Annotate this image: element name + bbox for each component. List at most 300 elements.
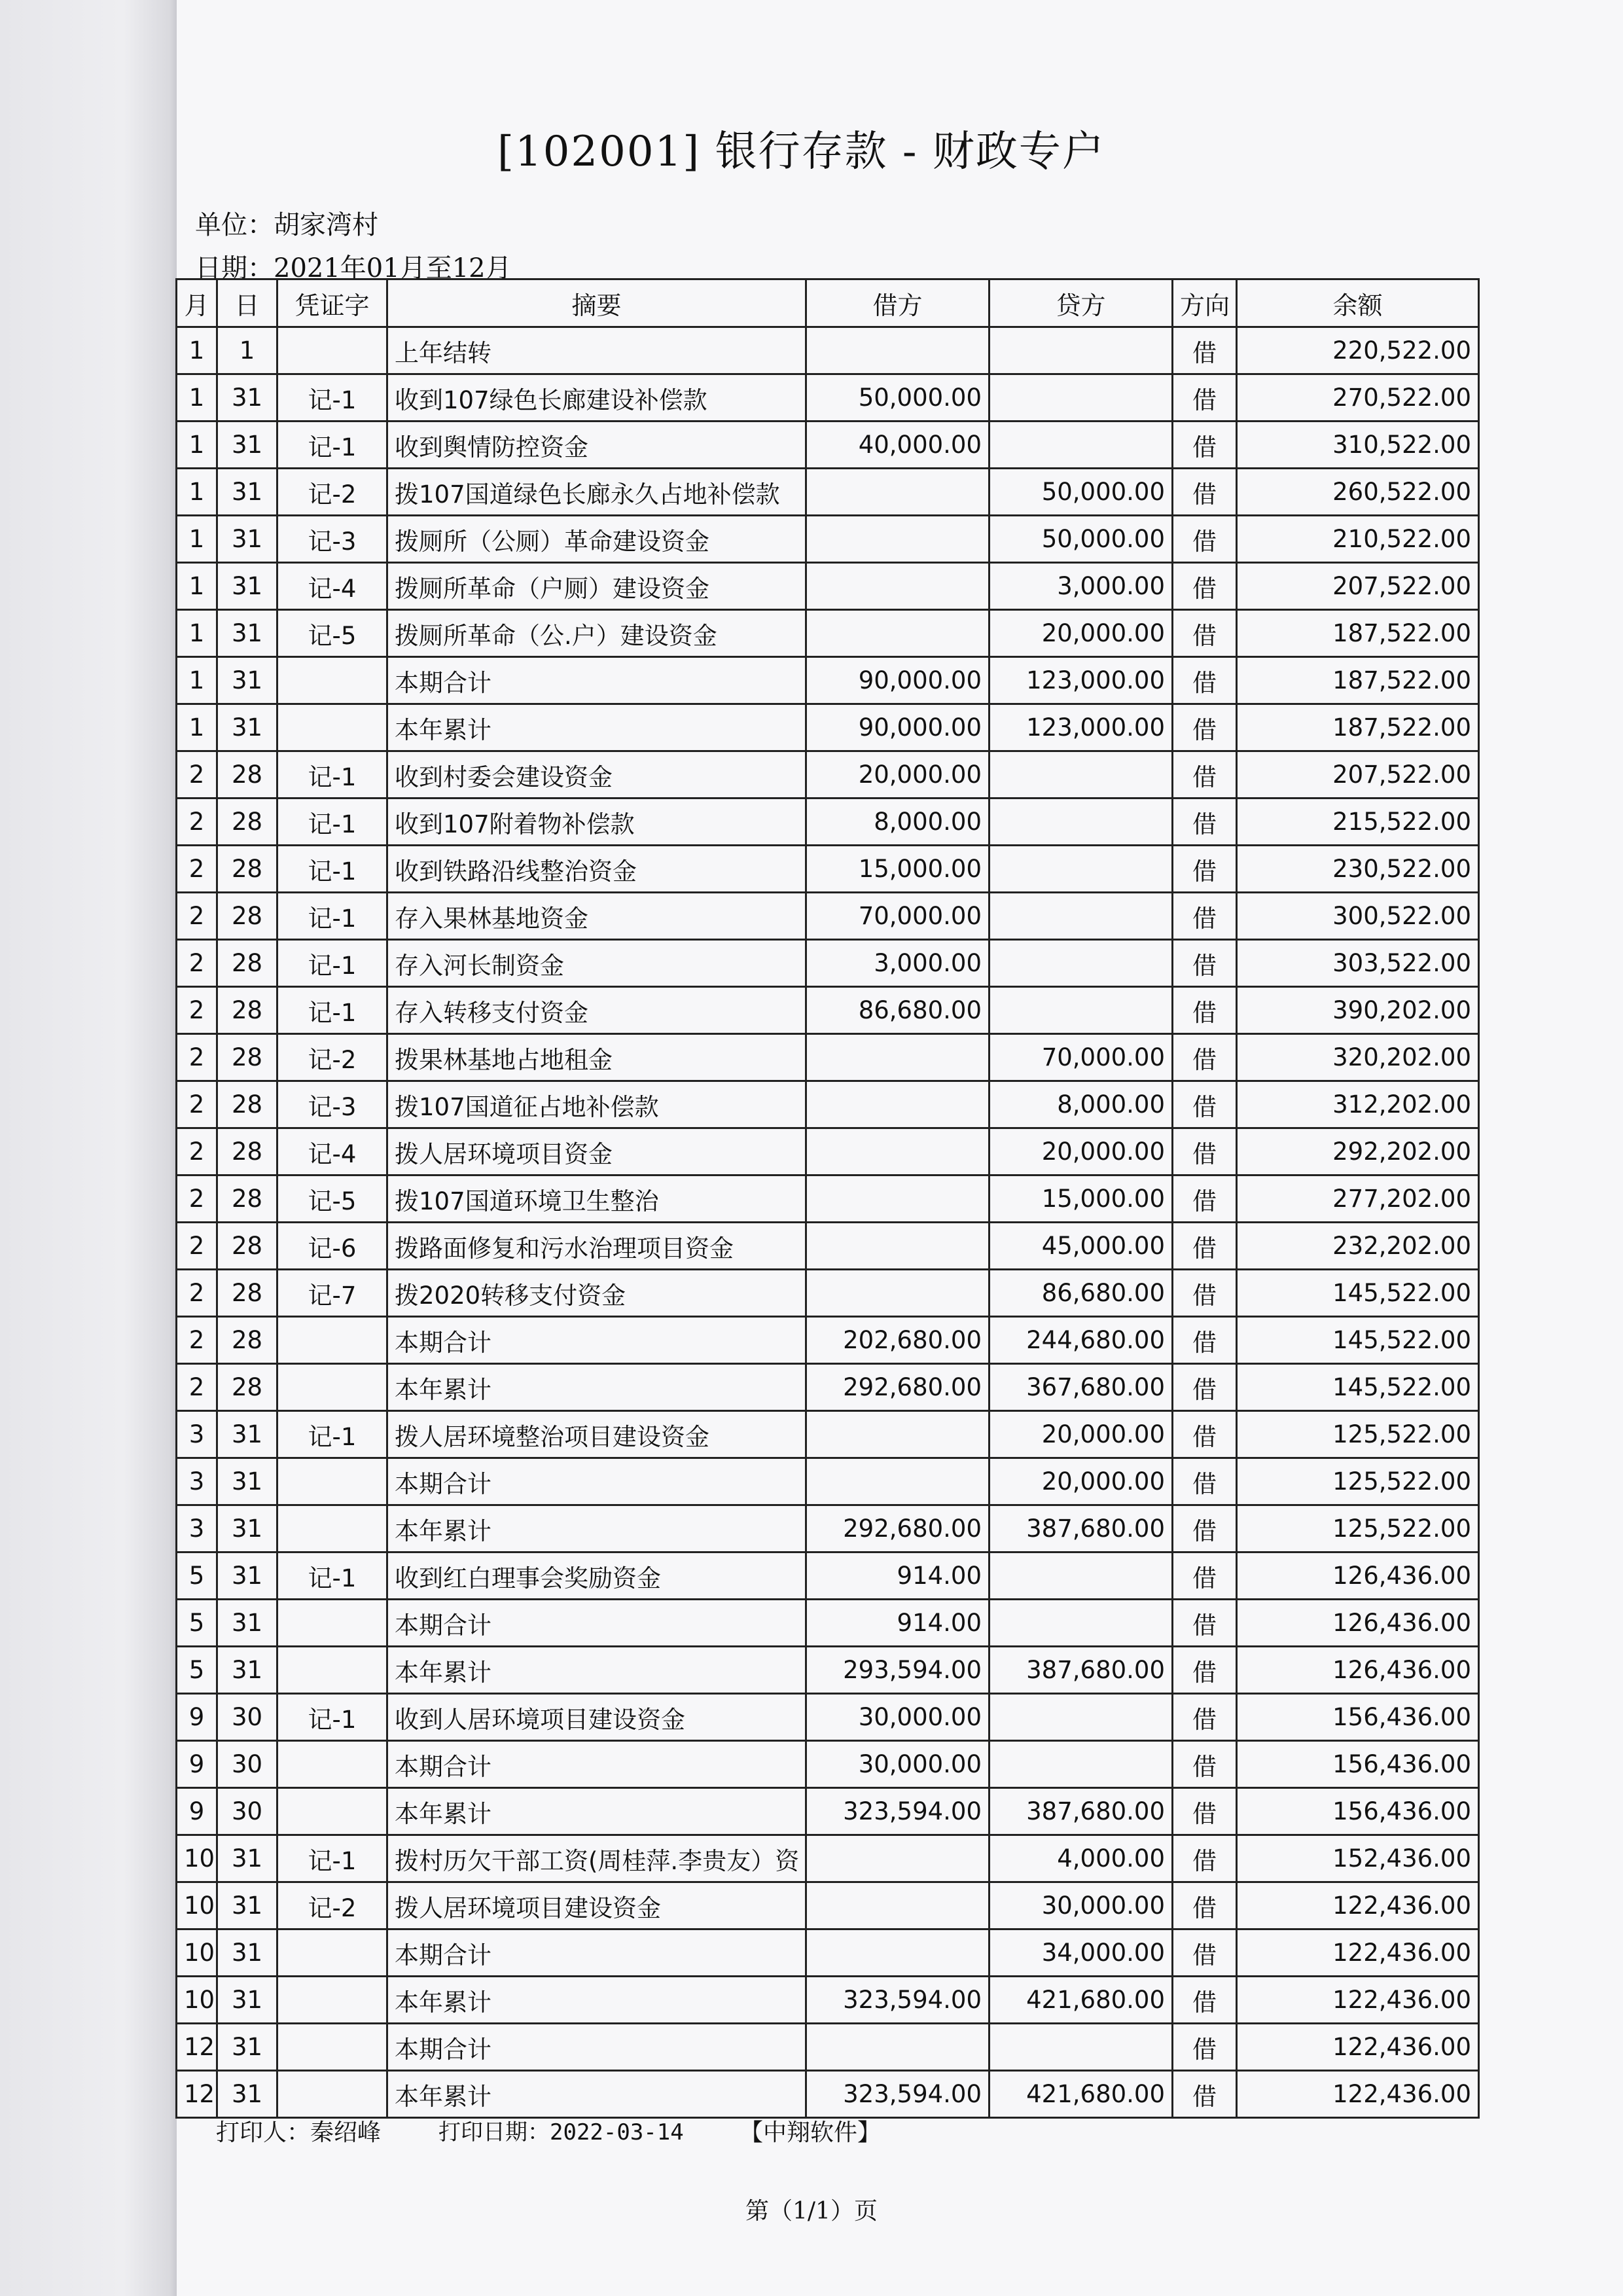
cell-credit: 15,000.00 — [990, 1175, 1173, 1223]
cell-credit: 50,000.00 — [990, 516, 1173, 563]
cell-balance: 122,436.00 — [1237, 2024, 1479, 2071]
cell-voucher — [277, 327, 387, 374]
cell-debit: 3,000.00 — [806, 940, 990, 987]
cell-balance: 187,522.00 — [1237, 657, 1479, 704]
cell-voucher: 记-1 — [277, 1694, 387, 1741]
table-row — [177, 1647, 1479, 1694]
cell-summary: 拨厕所（公厕）革命建设资金 — [387, 516, 806, 563]
ledger-body — [177, 327, 1479, 2118]
cell-direction: 借 — [1173, 1317, 1237, 1364]
cell-day: 28 — [217, 1223, 277, 1270]
cell-day: 28 — [217, 1270, 277, 1317]
cell-summary: 拨路面修复和污水治理项目资金 — [387, 1223, 806, 1270]
cell-credit: 123,000.00 — [990, 657, 1173, 704]
cell-balance: 300,522.00 — [1237, 893, 1479, 940]
cell-debit — [806, 1034, 990, 1081]
col-day-header: 日 — [217, 279, 277, 327]
cell-voucher: 记-5 — [277, 1175, 387, 1223]
cell-direction: 借 — [1173, 940, 1237, 987]
cell-balance: 187,522.00 — [1237, 610, 1479, 657]
table-row — [177, 374, 1479, 422]
cell-balance: 260,522.00 — [1237, 469, 1479, 516]
cell-direction: 借 — [1173, 1364, 1237, 1411]
cell-debit — [806, 1882, 990, 1929]
cell-summary: 拨人居环境项目建设资金 — [387, 1882, 806, 1929]
cell-debit: 30,000.00 — [806, 1741, 990, 1788]
cell-credit: 387,680.00 — [990, 1788, 1173, 1835]
cell-summary: 拨2020转移支付资金 — [387, 1270, 806, 1317]
cell-voucher — [277, 1364, 387, 1411]
cell-voucher — [277, 1505, 387, 1552]
cell-balance: 156,436.00 — [1237, 1694, 1479, 1741]
cell-summary: 本期合计 — [387, 657, 806, 704]
cell-summary: 存入转移支付资金 — [387, 987, 806, 1034]
cell-direction: 借 — [1173, 374, 1237, 422]
cell-day: 31 — [217, 374, 277, 422]
cell-credit: 34,000.00 — [990, 1929, 1173, 1977]
cell-month: 2 — [177, 940, 217, 987]
cell-month: 12 — [177, 2024, 217, 2071]
cell-voucher — [277, 1317, 387, 1364]
cell-credit — [990, 1600, 1173, 1647]
cell-debit: 202,680.00 — [806, 1317, 990, 1364]
cell-summary: 本期合计 — [387, 1741, 806, 1788]
cell-debit: 8,000.00 — [806, 798, 990, 846]
cell-day: 30 — [217, 1788, 277, 1835]
cell-day: 31 — [217, 1835, 277, 1882]
cell-credit: 8,000.00 — [990, 1081, 1173, 1128]
cell-month: 10 — [177, 1835, 217, 1882]
cell-debit — [806, 469, 990, 516]
table-row — [177, 940, 1479, 987]
cell-debit: 323,594.00 — [806, 2071, 990, 2118]
cell-debit: 914.00 — [806, 1600, 990, 1647]
cell-direction: 借 — [1173, 1694, 1237, 1741]
cell-balance: 122,436.00 — [1237, 1977, 1479, 2024]
cell-voucher — [277, 1977, 387, 2024]
cell-debit — [806, 2024, 990, 2071]
cell-month: 5 — [177, 1552, 217, 1600]
cell-voucher — [277, 704, 387, 751]
cell-balance: 303,522.00 — [1237, 940, 1479, 987]
table-row — [177, 704, 1479, 751]
cell-voucher: 记-6 — [277, 1223, 387, 1270]
cell-debit: 90,000.00 — [806, 657, 990, 704]
table-row — [177, 1505, 1479, 1552]
cell-credit: 30,000.00 — [990, 1882, 1173, 1929]
cell-credit — [990, 987, 1173, 1034]
cell-voucher: 记-2 — [277, 1034, 387, 1081]
cell-voucher: 记-1 — [277, 940, 387, 987]
cell-debit: 30,000.00 — [806, 1694, 990, 1741]
cell-debit: 323,594.00 — [806, 1788, 990, 1835]
cell-balance: 230,522.00 — [1237, 846, 1479, 893]
previous-page-edge — [0, 0, 177, 2296]
cell-debit: 914.00 — [806, 1552, 990, 1600]
table-row — [177, 1270, 1479, 1317]
cell-summary: 本年累计 — [387, 1977, 806, 2024]
cell-debit: 292,680.00 — [806, 1505, 990, 1552]
cell-direction: 借 — [1173, 1128, 1237, 1175]
cell-credit — [990, 893, 1173, 940]
cell-credit — [990, 1694, 1173, 1741]
cell-summary: 本期合计 — [387, 1929, 806, 1977]
printer-label: 打印人：秦绍峰 — [216, 2119, 382, 2146]
cell-voucher: 记-4 — [277, 563, 387, 610]
cell-balance: 292,202.00 — [1237, 1128, 1479, 1175]
cell-debit: 293,594.00 — [806, 1647, 990, 1694]
cell-voucher — [277, 1458, 387, 1505]
cell-debit: 323,594.00 — [806, 1977, 990, 2024]
cell-direction: 借 — [1173, 327, 1237, 374]
cell-balance: 126,436.00 — [1237, 1552, 1479, 1600]
cell-day: 31 — [217, 422, 277, 469]
date-range-label: 日期：2021年01月至12月 — [195, 253, 512, 283]
table-row — [177, 1694, 1479, 1741]
cell-voucher — [277, 1647, 387, 1694]
table-row — [177, 893, 1479, 940]
cell-direction: 借 — [1173, 1081, 1237, 1128]
cell-balance: 232,202.00 — [1237, 1223, 1479, 1270]
cell-day: 31 — [217, 1552, 277, 1600]
cell-month: 12 — [177, 2071, 217, 2118]
cell-balance: 312,202.00 — [1237, 1081, 1479, 1128]
cell-balance: 122,436.00 — [1237, 1929, 1479, 1977]
cell-credit: 3,000.00 — [990, 563, 1173, 610]
cell-day: 28 — [217, 940, 277, 987]
cell-month: 2 — [177, 798, 217, 846]
cell-day: 31 — [217, 563, 277, 610]
cell-direction: 借 — [1173, 1552, 1237, 1600]
cell-direction: 借 — [1173, 1175, 1237, 1223]
cell-summary: 拨107国道环境卫生整治 — [387, 1175, 806, 1223]
cell-debit: 20,000.00 — [806, 751, 990, 798]
cell-direction: 借 — [1173, 1505, 1237, 1552]
cell-direction: 借 — [1173, 1929, 1237, 1977]
cell-debit — [806, 1175, 990, 1223]
cell-debit: 86,680.00 — [806, 987, 990, 1034]
cell-month: 5 — [177, 1600, 217, 1647]
cell-balance: 152,436.00 — [1237, 1835, 1479, 1882]
cell-summary: 收到村委会建设资金 — [387, 751, 806, 798]
cell-direction: 借 — [1173, 1647, 1237, 1694]
cell-voucher: 记-7 — [277, 1270, 387, 1317]
cell-month: 2 — [177, 1364, 217, 1411]
cell-day: 31 — [217, 1600, 277, 1647]
cell-credit: 20,000.00 — [990, 1458, 1173, 1505]
cell-voucher: 记-4 — [277, 1128, 387, 1175]
cell-balance: 390,202.00 — [1237, 987, 1479, 1034]
cell-day: 28 — [217, 987, 277, 1034]
cell-credit: 367,680.00 — [990, 1364, 1173, 1411]
cell-credit: 70,000.00 — [990, 1034, 1173, 1081]
cell-balance: 215,522.00 — [1237, 798, 1479, 846]
cell-voucher: 记-1 — [277, 893, 387, 940]
cell-direction: 借 — [1173, 2024, 1237, 2071]
table-row — [177, 1882, 1479, 1929]
cell-balance: 125,522.00 — [1237, 1505, 1479, 1552]
cell-month: 1 — [177, 563, 217, 610]
cell-day: 31 — [217, 1647, 277, 1694]
table-row — [177, 327, 1479, 374]
table-row — [177, 1458, 1479, 1505]
cell-month: 10 — [177, 1882, 217, 1929]
cell-direction: 借 — [1173, 987, 1237, 1034]
cell-credit — [990, 940, 1173, 987]
cell-day: 28 — [217, 1317, 277, 1364]
cell-voucher: 记-1 — [277, 1835, 387, 1882]
table-row — [177, 563, 1479, 610]
cell-summary: 拨厕所革命（公.户）建设资金 — [387, 610, 806, 657]
cell-balance: 122,436.00 — [1237, 1882, 1479, 1929]
table-row — [177, 987, 1479, 1034]
table-row — [177, 1223, 1479, 1270]
cell-day: 30 — [217, 1741, 277, 1788]
cell-summary: 本年累计 — [387, 704, 806, 751]
table-row — [177, 1788, 1479, 1835]
cell-month: 3 — [177, 1411, 217, 1458]
cell-debit: 15,000.00 — [806, 846, 990, 893]
cell-debit: 292,680.00 — [806, 1364, 990, 1411]
cell-credit: 20,000.00 — [990, 610, 1173, 657]
cell-summary: 上年结转 — [387, 327, 806, 374]
cell-summary: 本年累计 — [387, 1364, 806, 1411]
cell-debit — [806, 1128, 990, 1175]
cell-month: 1 — [177, 516, 217, 563]
col-summary-header: 摘要 — [387, 279, 806, 327]
cell-summary: 本期合计 — [387, 1458, 806, 1505]
cell-direction: 借 — [1173, 846, 1237, 893]
table-row — [177, 1929, 1479, 1977]
cell-balance: 310,522.00 — [1237, 422, 1479, 469]
cell-summary: 收到红白理事会奖励资金 — [387, 1552, 806, 1600]
cell-summary: 存入河长制资金 — [387, 940, 806, 987]
table-row — [177, 1411, 1479, 1458]
cell-balance: 145,522.00 — [1237, 1270, 1479, 1317]
cell-voucher — [277, 1788, 387, 1835]
cell-direction: 借 — [1173, 469, 1237, 516]
cell-day: 28 — [217, 798, 277, 846]
cell-direction: 借 — [1173, 751, 1237, 798]
cell-balance: 126,436.00 — [1237, 1647, 1479, 1694]
cell-credit: 387,680.00 — [990, 1505, 1173, 1552]
cell-balance: 207,522.00 — [1237, 563, 1479, 610]
table-row — [177, 1175, 1479, 1223]
cell-summary: 收到107绿色长廊建设补偿款 — [387, 374, 806, 422]
cell-credit: 387,680.00 — [990, 1647, 1173, 1694]
table-row — [177, 516, 1479, 563]
cell-day: 28 — [217, 1081, 277, 1128]
cell-summary: 拨107国道绿色长廊永久占地补偿款 — [387, 469, 806, 516]
cell-day: 31 — [217, 657, 277, 704]
cell-debit — [806, 516, 990, 563]
cell-credit: 20,000.00 — [990, 1128, 1173, 1175]
col-voucher-header: 凭证字 — [277, 279, 387, 327]
cell-voucher: 记-3 — [277, 1081, 387, 1128]
cell-balance: 156,436.00 — [1237, 1741, 1479, 1788]
cell-day: 31 — [217, 469, 277, 516]
cell-day: 31 — [217, 2071, 277, 2118]
cell-direction: 借 — [1173, 516, 1237, 563]
cell-direction: 借 — [1173, 422, 1237, 469]
cell-month: 1 — [177, 704, 217, 751]
cell-balance: 145,522.00 — [1237, 1317, 1479, 1364]
table-row — [177, 610, 1479, 657]
ledger-table — [175, 278, 1480, 2119]
cell-month: 10 — [177, 1977, 217, 2024]
cell-month: 1 — [177, 422, 217, 469]
cell-balance: 320,202.00 — [1237, 1034, 1479, 1081]
cell-debit: 90,000.00 — [806, 704, 990, 751]
cell-direction: 借 — [1173, 563, 1237, 610]
cell-direction: 借 — [1173, 1411, 1237, 1458]
cell-credit: 421,680.00 — [990, 1977, 1173, 2024]
table-row — [177, 1977, 1479, 2024]
cell-day: 31 — [217, 2024, 277, 2071]
cell-month: 1 — [177, 610, 217, 657]
cell-summary: 收到人居环境项目建设资金 — [387, 1694, 806, 1741]
cell-credit — [990, 1741, 1173, 1788]
cell-summary: 拨村历欠干部工资(周桂萍.李贵友）资 — [387, 1835, 806, 1882]
cell-voucher: 记-1 — [277, 422, 387, 469]
table-row — [177, 1034, 1479, 1081]
cell-day: 28 — [217, 893, 277, 940]
cell-debit — [806, 563, 990, 610]
cell-voucher: 记-5 — [277, 610, 387, 657]
cell-summary: 收到舆情防控资金 — [387, 422, 806, 469]
cell-summary: 拨人居环境整治项目建设资金 — [387, 1411, 806, 1458]
cell-month: 2 — [177, 987, 217, 1034]
cell-month: 3 — [177, 1458, 217, 1505]
col-month-header: 月 — [177, 279, 217, 327]
cell-direction: 借 — [1173, 1882, 1237, 1929]
table-row — [177, 422, 1479, 469]
cell-summary: 本年累计 — [387, 1505, 806, 1552]
col-direction-header: 方向 — [1173, 279, 1237, 327]
cell-month: 2 — [177, 751, 217, 798]
table-row — [177, 2024, 1479, 2071]
cell-debit: 70,000.00 — [806, 893, 990, 940]
cell-voucher: 记-1 — [277, 798, 387, 846]
cell-voucher — [277, 1741, 387, 1788]
cell-summary: 拨厕所革命（户厕）建设资金 — [387, 563, 806, 610]
cell-debit: 40,000.00 — [806, 422, 990, 469]
cell-direction: 借 — [1173, 1741, 1237, 1788]
cell-summary: 本年累计 — [387, 2071, 806, 2118]
cell-day: 31 — [217, 1977, 277, 2024]
col-debit-header: 借方 — [806, 279, 990, 327]
cell-balance: 126,436.00 — [1237, 1600, 1479, 1647]
cell-summary: 拨果林基地占地租金 — [387, 1034, 806, 1081]
cell-balance: 122,436.00 — [1237, 2071, 1479, 2118]
cell-credit: 4,000.00 — [990, 1835, 1173, 1882]
table-row — [177, 1317, 1479, 1364]
table-row — [177, 657, 1479, 704]
cell-day: 31 — [217, 516, 277, 563]
cell-month: 9 — [177, 1741, 217, 1788]
cell-direction: 借 — [1173, 1034, 1237, 1081]
cell-month: 2 — [177, 1223, 217, 1270]
cell-voucher: 记-2 — [277, 469, 387, 516]
cell-direction: 借 — [1173, 798, 1237, 846]
cell-voucher — [277, 1600, 387, 1647]
cell-month: 1 — [177, 469, 217, 516]
cell-credit: 45,000.00 — [990, 1223, 1173, 1270]
cell-credit — [990, 751, 1173, 798]
cell-month: 9 — [177, 1694, 217, 1741]
cell-day: 31 — [217, 1505, 277, 1552]
cell-credit — [990, 846, 1173, 893]
cell-balance: 210,522.00 — [1237, 516, 1479, 563]
cell-day: 28 — [217, 846, 277, 893]
cell-debit: 50,000.00 — [806, 374, 990, 422]
cell-month: 2 — [177, 1175, 217, 1223]
cell-credit: 20,000.00 — [990, 1411, 1173, 1458]
cell-credit — [990, 327, 1173, 374]
print-date-label: 打印日期：2022-03-14 — [438, 2119, 684, 2145]
cell-direction: 借 — [1173, 1600, 1237, 1647]
cell-month: 3 — [177, 1505, 217, 1552]
cell-direction: 借 — [1173, 657, 1237, 704]
cell-voucher: 记-1 — [277, 1552, 387, 1600]
cell-summary: 本年累计 — [387, 1788, 806, 1835]
cell-direction: 借 — [1173, 704, 1237, 751]
table-row — [177, 1600, 1479, 1647]
cell-credit: 123,000.00 — [990, 704, 1173, 751]
cell-credit — [990, 422, 1173, 469]
cell-debit — [806, 1411, 990, 1458]
cell-day: 28 — [217, 1364, 277, 1411]
cell-balance: 277,202.00 — [1237, 1175, 1479, 1223]
cell-month: 2 — [177, 1270, 217, 1317]
cell-debit — [806, 1458, 990, 1505]
cell-month: 10 — [177, 1929, 217, 1977]
cell-credit — [990, 1552, 1173, 1600]
table-row — [177, 1552, 1479, 1600]
table-row — [177, 1364, 1479, 1411]
cell-month: 2 — [177, 1317, 217, 1364]
cell-credit: 244,680.00 — [990, 1317, 1173, 1364]
cell-credit — [990, 2024, 1173, 2071]
cell-direction: 借 — [1173, 2071, 1237, 2118]
cell-balance: 207,522.00 — [1237, 751, 1479, 798]
col-credit-header: 贷方 — [990, 279, 1173, 327]
cell-day: 28 — [217, 1128, 277, 1175]
cell-summary: 本年累计 — [387, 1647, 806, 1694]
table-row — [177, 1128, 1479, 1175]
table-row — [177, 846, 1479, 893]
cell-summary: 拨人居环境项目资金 — [387, 1128, 806, 1175]
cell-day: 28 — [217, 751, 277, 798]
cell-day: 31 — [217, 704, 277, 751]
cell-credit — [990, 798, 1173, 846]
cell-voucher — [277, 2071, 387, 2118]
cell-balance: 145,522.00 — [1237, 1364, 1479, 1411]
cell-debit — [806, 610, 990, 657]
cell-credit — [990, 374, 1173, 422]
cell-direction: 借 — [1173, 1458, 1237, 1505]
cell-month: 2 — [177, 1081, 217, 1128]
cell-month: 1 — [177, 327, 217, 374]
cell-summary: 存入果林基地资金 — [387, 893, 806, 940]
cell-balance: 270,522.00 — [1237, 374, 1479, 422]
software-label: 【中翔软件】 — [740, 2119, 882, 2146]
cell-credit: 86,680.00 — [990, 1270, 1173, 1317]
cell-month: 2 — [177, 893, 217, 940]
cell-debit — [806, 1223, 990, 1270]
cell-direction: 借 — [1173, 1788, 1237, 1835]
cell-balance: 220,522.00 — [1237, 327, 1479, 374]
